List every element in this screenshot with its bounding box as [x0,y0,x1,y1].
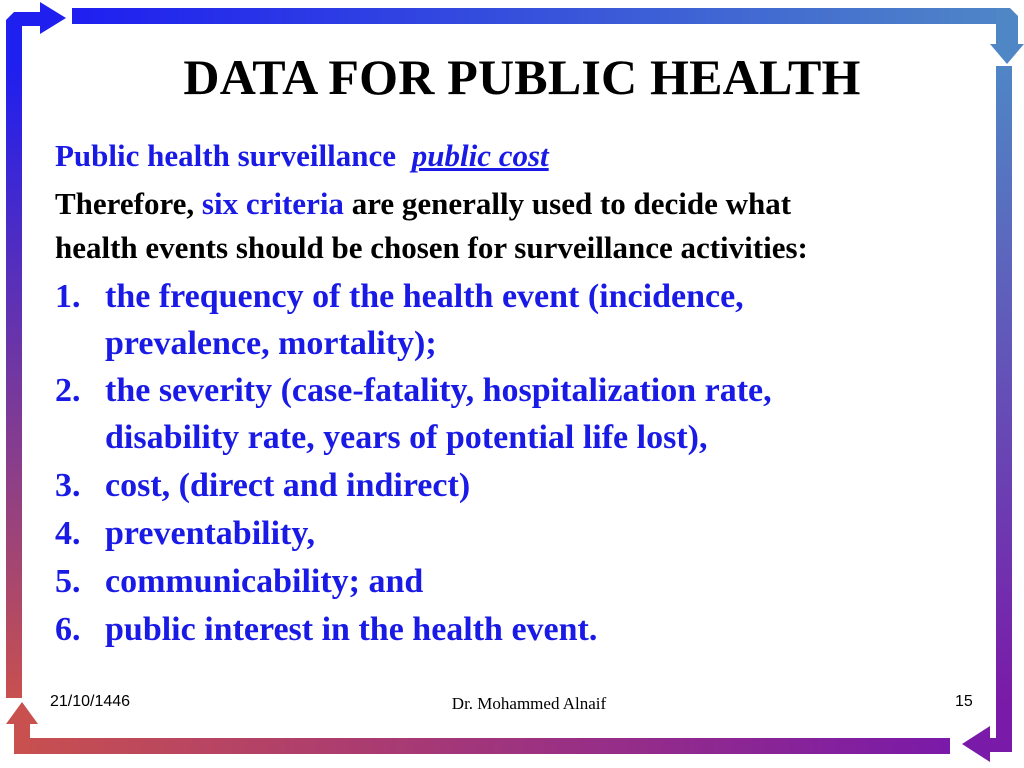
footer-date: 21/10/1446 [50,693,131,710]
intro-prefix: Therefore, [55,186,195,221]
item-text: public interest in the health event. [105,611,598,648]
item-text: communicability; and [105,563,424,600]
item-text: the frequency of the health event (incidence, [105,278,744,315]
item-number: 3. [55,467,81,504]
criteria-item-2 [55,372,772,410]
intro-rest: are generally used to decide what [351,186,792,221]
criteria-item-2-continuation: disability rate, years of potential life lost), [105,419,708,456]
item-text: cost, (direct and indirect) [105,467,471,504]
footer-author: Dr. Mohammed Alnaif [451,694,607,713]
criteria-item-3 [55,467,470,505]
subtitle-text: Public health surveillance [55,138,396,173]
item-number: 4. [55,515,81,552]
item-text: preventability, [105,515,315,552]
criteria-item-5 [55,563,423,601]
criteria-item-4 [55,515,315,553]
item-number: 5. [55,563,81,600]
subtitle-line [55,138,549,174]
criteria-item-1 [55,278,744,316]
item-text: the severity (case-fatality, hospitalization rate, [105,372,772,409]
item-number: 2. [55,372,81,409]
item-number: 6. [55,611,81,648]
intro-paragraph-line-2: health events should be chosen for surveillance activities: [55,230,808,265]
slide-title: DATA FOR PUBLIC HEALTH [183,49,861,105]
six-criteria-highlight: six criteria [201,186,344,221]
subtitle-emphasis: public cost [411,138,549,173]
criteria-item-1-continuation: prevalence, mortality); [105,325,437,362]
criteria-item-6 [55,611,597,649]
item-number: 1. [55,278,81,315]
footer-page-number: 15 [955,693,973,710]
intro-paragraph-line-1 [55,186,791,222]
